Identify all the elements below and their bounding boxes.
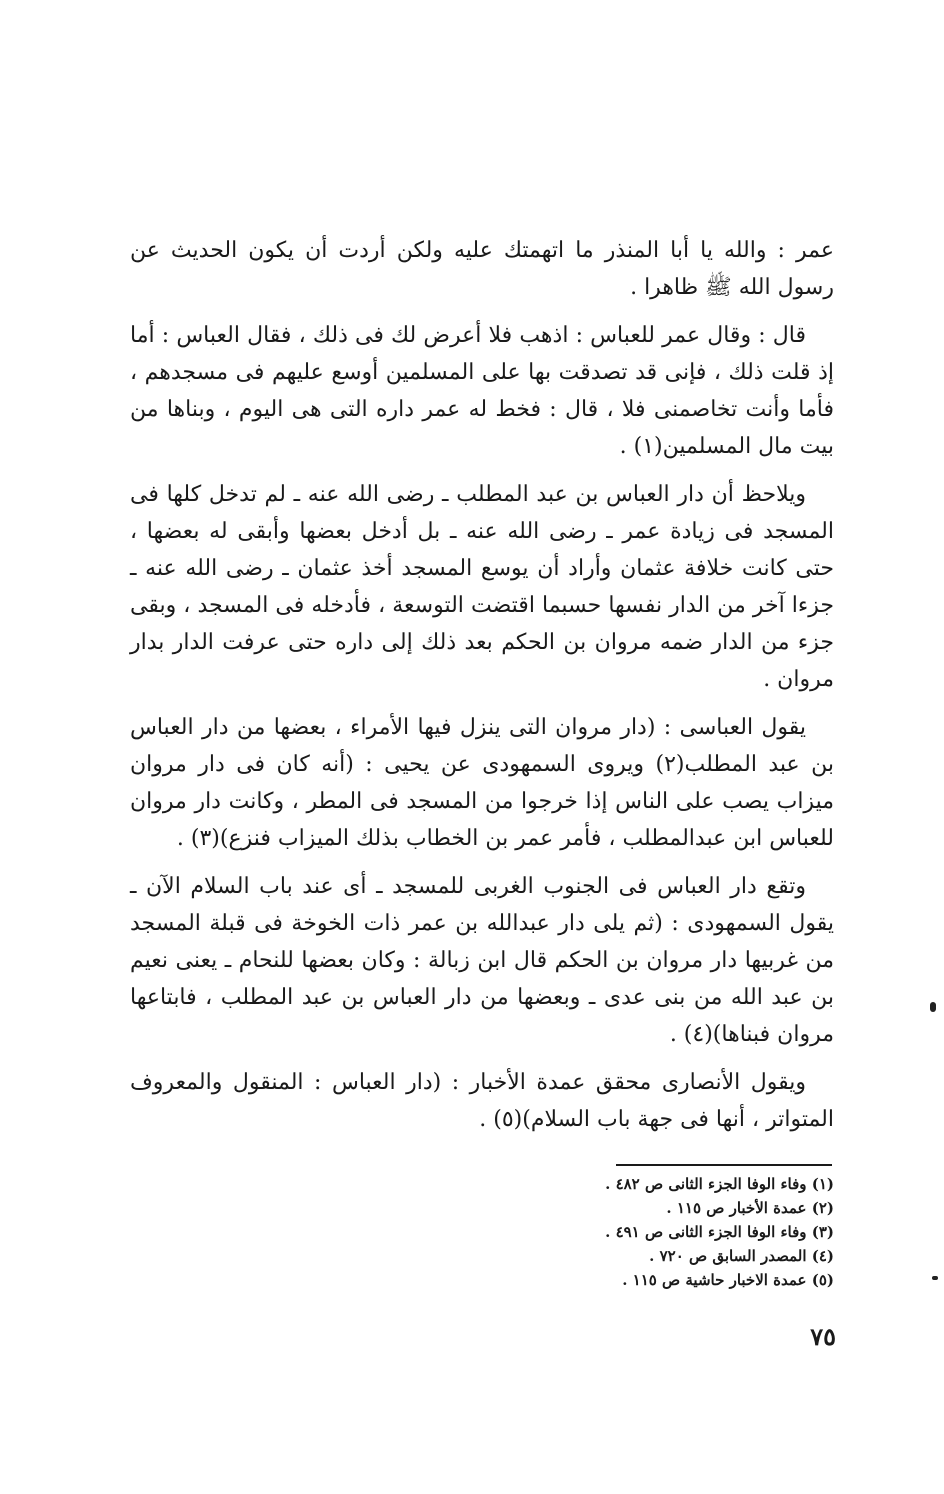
footnote-divider [616,1164,832,1166]
paragraph: وتقع دار العباس فى الجنوب الغربى للمسجد ـ أى عند باب السلام الآن ـ يقول السمهودى : (ثم يلى دار عبدالله بن عمر ذات الخوخة فى قبلة المسجد من غربيها دار مروان بن الحكم قال ابن زبالة : وكان بعضها للنحام ـ يعنى نعيم بن عبد الله من بنى عدى ـ وبعضها من دار العباس بن عبد المطلب ، فابتاعها مروان فبناها)(٤) . [130,874,834,1047]
footnote: (١) وفاء الوفا الجزء الثانى ص ٤٨٢ . [605,1175,834,1193]
scan-mark [932,1276,938,1280]
footnotes [474,1172,834,1292]
footnote: (٤) المصدر السابق ص ٧٢٠ . [649,1247,834,1265]
footnote: (٢) عمدة الأخبار ص ١١٥ . [666,1199,834,1217]
paragraph: ويلاحظ أن دار العباس بن عبد المطلب ـ رضى الله عنه ـ لم تدخل كلها فى المسجد فى زيادة عمر ـ رضى الله عنه ـ بل أدخل بعضها وأبقى له بعضها ، حتى كانت خلافة عثمان وأراد أن يوسع المسجد أخذ عثمان ـ رضى الله عنه ـ جزءا آخر من الدار نفسها حسبما اقتضت التوسعة ، فأدخله فى المسجد ، وبقى جزء من الدار ضمه مروان بن الحكم بعد ذلك إلى داره حتى عرفت الدار بدار مروان . [130,482,834,692]
paragraph: ويقول الأنصارى محقق عمدة الأخبار : (دار العباس : المنقول والمعروف المتواتر ، أنها فى جهة باب السلام)(٥) . [130,1070,834,1132]
paragraph: عمر : والله يا أبا المنذر ما اتهمتك عليه ولكن أردت أن يكون الحديث عن رسول الله ﷺ ظاهرا . [130,238,834,300]
body-text [130,232,834,1149]
page-number: ٧٥ [810,1322,836,1351]
footnote: (٥) عمدة الاخبار حاشية ص ١١٥ . [622,1271,834,1289]
paragraph: قال : وقال عمر للعباس : اذهب فلا أعرض لك فى ذلك ، فقال العباس : أما إذ قلت ذلك ، فإنى قد تصدقت بها على المسلمين أوسع عليهم فى مسجدهم ، فأما وأنت تخاصمنى فلا ، قال : فخط له عمر داره التى هى اليوم ، وبناها من بيت مال المسلمين(١) . [130,323,834,459]
paragraph: يقول العباسى : (دار مروان التى ينزل فيها الأمراء ، بعضها من دار العباس بن عبد المطلب(٢) ويروى السمهودى عن يحيى : (أنه كان فى دار مروان ميزاب يصب على الناس إذا خرجوا من المسجد فى المطر ، وكانت دار مروان للعباس ابن عبدالمطلب ، فأمر عمر بن الخطاب بذلك الميزاب فنزع)(٣) . [130,715,834,851]
footnote: (٣) وفاء الوفا الجزء الثانى ص ٤٩١ . [605,1223,834,1241]
scan-mark [930,1002,936,1012]
